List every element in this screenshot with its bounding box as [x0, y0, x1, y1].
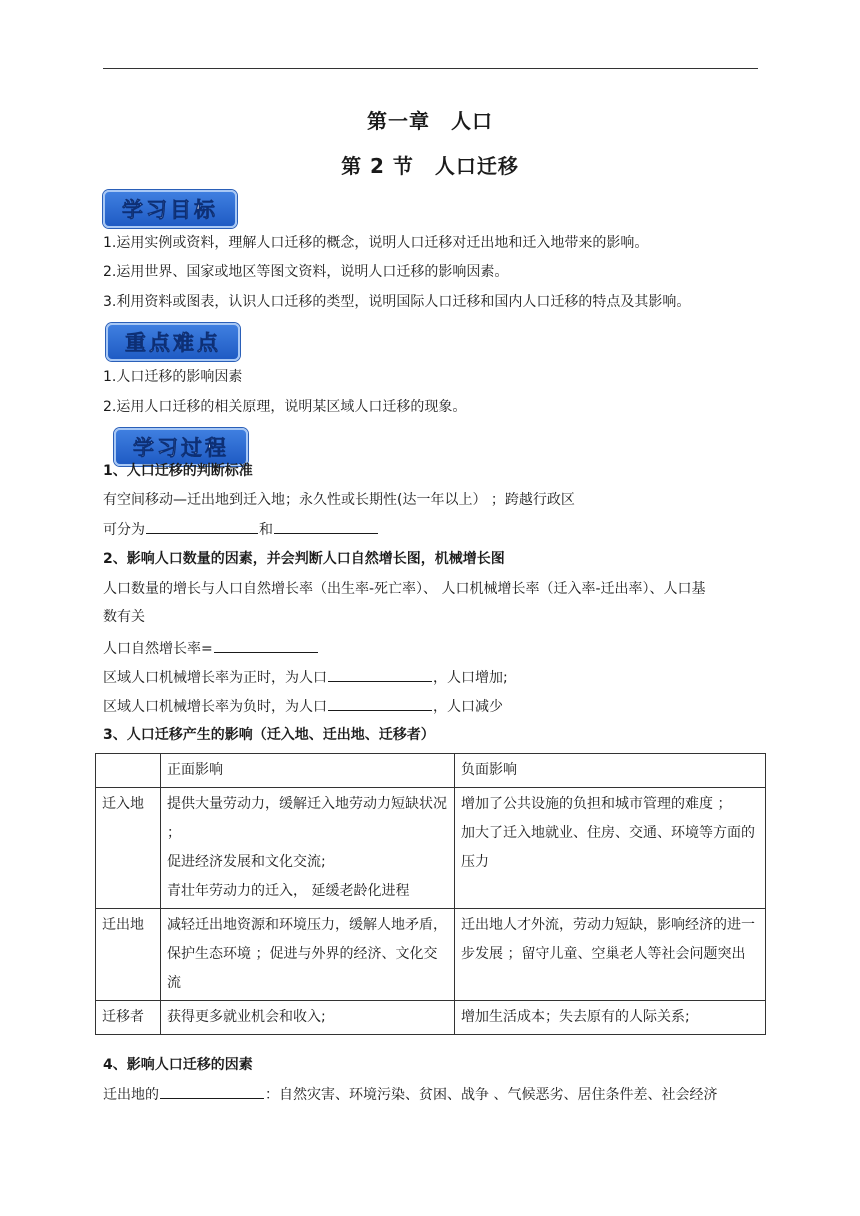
push-prefix: 迁出地的 [103, 1087, 159, 1103]
table-header-row [96, 754, 766, 788]
positive-prefix: 区域人口机械增长率为正时，为人口 [103, 670, 327, 686]
blank-type-1[interactable] [146, 519, 258, 534]
blank-type-2[interactable] [274, 519, 378, 534]
section-4-heading: 4、影响人口迁移的因素 [103, 1057, 253, 1073]
negative-item: 加大了迁入地就业、住房、交通、环境等方面的压力 [461, 825, 755, 870]
blank-push-factor[interactable] [160, 1084, 264, 1099]
population-growth-text-2: 数有关 [103, 609, 145, 625]
migration-criteria: 有空间移动—迁出地到迁入地；永久性或长期性(达一年以上） ；跨越行政区 [103, 492, 575, 508]
header-negative: 负面影响 [455, 754, 766, 788]
blank-natural-rate[interactable] [214, 638, 318, 653]
section-3-heading: 3、人口迁移产生的影响（迁入地、迁出地、迁移者） [103, 727, 435, 743]
positive-item: 获得更多就业机会和收入; [167, 1009, 326, 1025]
types-join: 和 [259, 522, 273, 538]
natural-rate-line [103, 638, 319, 659]
table-row [96, 788, 766, 909]
header-positive: 正面影响 [161, 754, 455, 788]
row-label: 迁出地 [96, 909, 161, 1001]
section-title: 第 2 节 人口迁移 [341, 154, 519, 178]
positive-cell [161, 909, 455, 1001]
table-row [96, 1001, 766, 1035]
negative-item: 增加了公共设施的负担和城市管理的难度 ； [461, 796, 732, 812]
row-label: 迁入地 [96, 788, 161, 909]
negative-cell [455, 909, 766, 1001]
chapter-title: 第一章 人口 [367, 109, 493, 133]
positive-item: 减轻迁出地资源和环境压力，缓解人地矛盾，保护生态环境 ；促进与外界的经济、文化交流 [167, 917, 447, 991]
key-point-2: 2.运用人口迁移的相关原理，说明某区域人口迁移的现象。 [103, 399, 467, 415]
key-points-badge: 重点难点 [106, 323, 240, 361]
objective-2: 2.运用世界、国家或地区等图文资料，说明人口迁移的影响因素。 [103, 264, 509, 280]
section-1-heading: 1、人口迁移的判断标准 [103, 463, 253, 479]
objectives-badge: 学习目标 [103, 190, 237, 228]
negative-suffix: ，人口减少 [433, 699, 503, 715]
positive-cell [161, 1001, 455, 1035]
positive-item: 青壮年劳动力的迁入， 延缓老龄化进程 [167, 883, 410, 899]
header-cell-empty [96, 754, 161, 788]
objective-1: 1.运用实例或资料，理解人口迁移的概念，说明人口迁移对迁出地和迁入地带来的影响。 [103, 235, 649, 251]
positive-rate-line [103, 667, 508, 688]
negative-prefix: 区域人口机械增长率为负时，为人口 [103, 699, 327, 715]
positive-cell [161, 788, 455, 909]
key-point-1: 1.人口迁移的影响因素 [103, 369, 243, 385]
blank-negative[interactable] [328, 696, 432, 711]
migration-types-line [103, 519, 379, 540]
negative-cell [455, 1001, 766, 1035]
section-2-heading: 2、影响人口数量的因素，并会判断人口自然增长图，机械增长图 [103, 551, 505, 567]
process-badge: 学习过程 [114, 428, 248, 466]
migration-effects-table [95, 753, 766, 1035]
positive-item: 提供大量劳动力，缓解迁入地劳动力短缺状况 ； [167, 796, 447, 841]
negative-rate-line [103, 696, 503, 717]
table-row [96, 909, 766, 1001]
population-growth-text-1: 人口数量的增长与人口自然增长率（出生率-死亡率）、 人口机械增长率（迁入率-迁出率）、人口基 [103, 581, 706, 597]
push-factors-line [103, 1084, 717, 1105]
blank-positive[interactable] [328, 667, 432, 682]
negative-item: 迁出地人才外流，劳动力短缺，影响经济的进一步发展 ；留守儿童、空巢老人等社会问题突出 [461, 917, 755, 962]
negative-cell [455, 788, 766, 909]
natural-rate-label: 人口自然增长率= [103, 641, 213, 657]
types-prefix: 可分为 [103, 522, 145, 538]
negative-item: 增加生活成本；失去原有的人际关系; [461, 1009, 690, 1025]
positive-suffix: ，人口增加; [433, 670, 508, 686]
objective-3: 3.利用资料或图表，认识人口迁移的类型，说明国际人口迁移和国内人口迁移的特点及其影响。 [103, 294, 691, 310]
push-suffix: ：自然灾害、环境污染、贫困、战争 、气候恶劣、居住条件差、社会经济 [265, 1087, 718, 1103]
row-label: 迁移者 [96, 1001, 161, 1035]
header-rule [103, 68, 758, 69]
positive-item: 促进经济发展和文化交流; [167, 854, 326, 870]
